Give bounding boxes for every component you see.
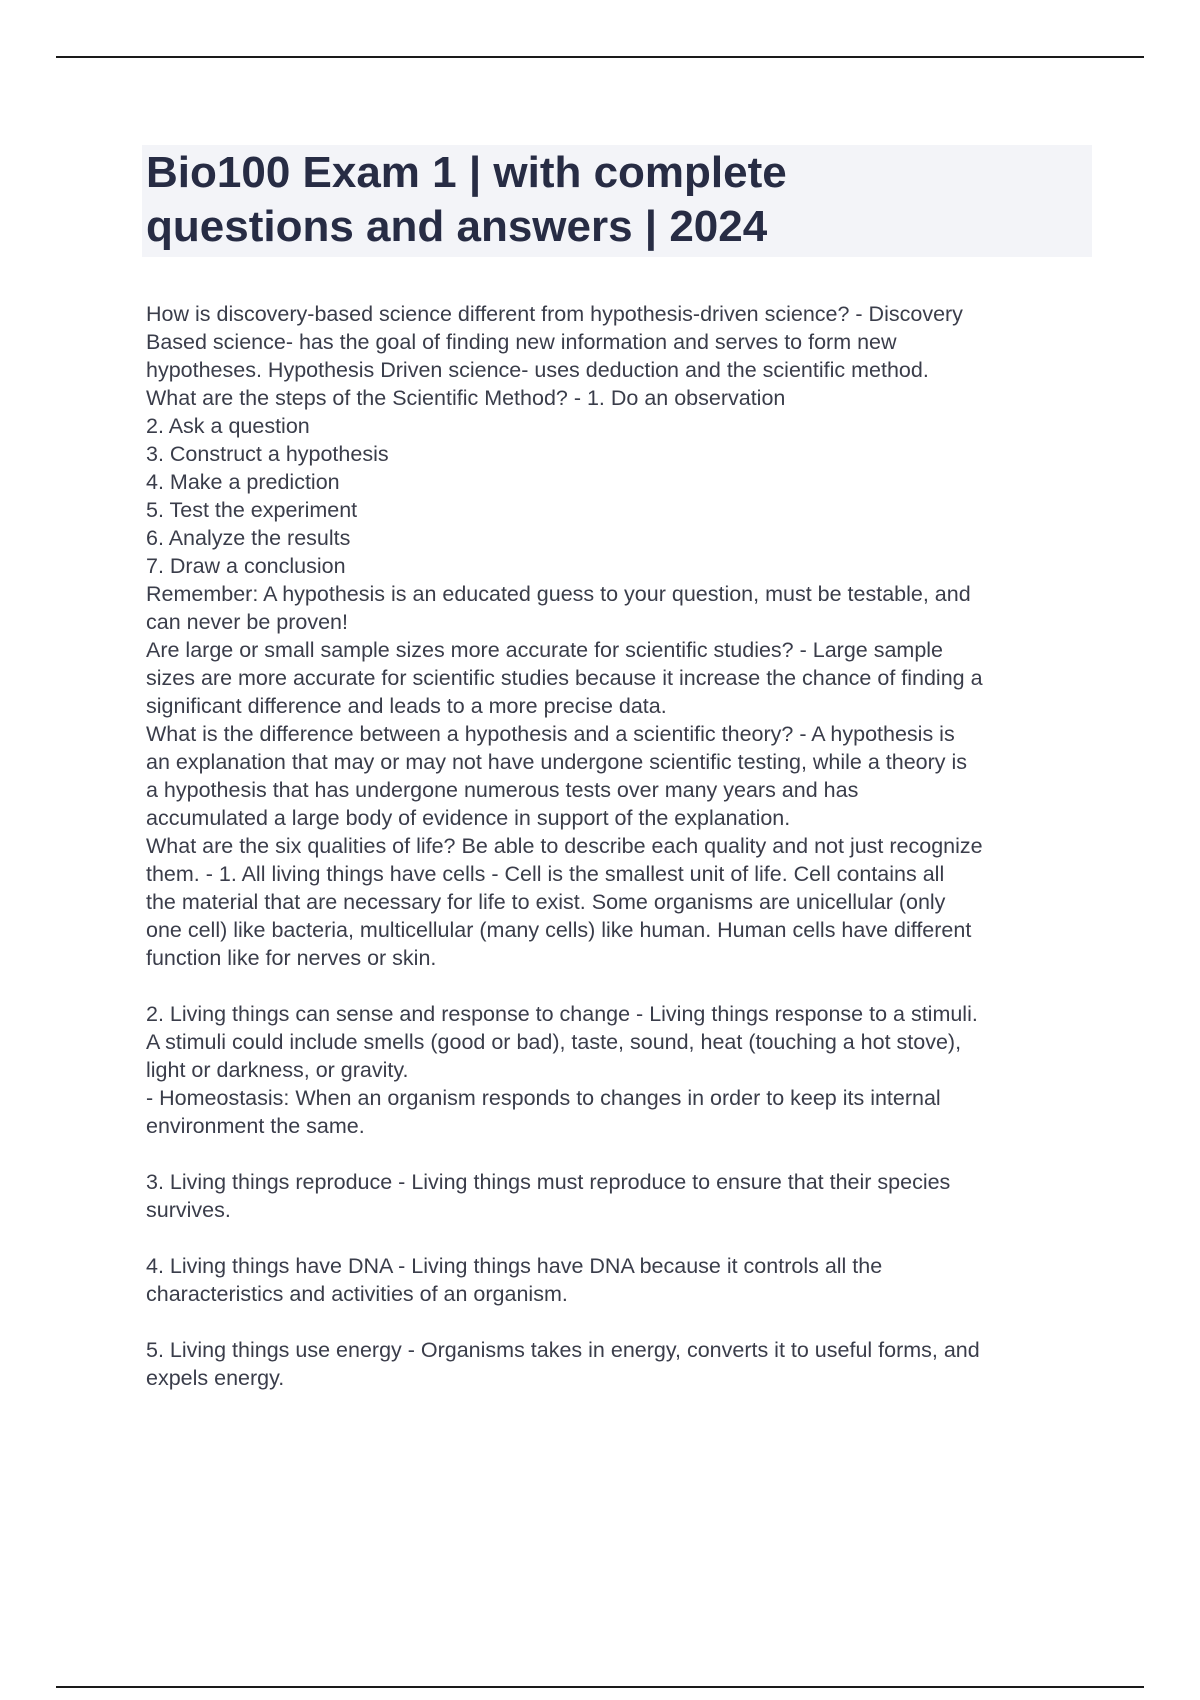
- body-line: significant difference and leads to a more precise data.: [146, 694, 667, 718]
- document-title: [146, 146, 1076, 254]
- body-line: a hypothesis that has undergone numerous tests over many years and has: [146, 778, 859, 802]
- body-line: 4. Make a prediction: [146, 470, 340, 494]
- body-line: them. - 1. All living things have cells - Cell is the smallest unit of life. Cell contains all: [146, 862, 945, 886]
- paragraph-gap: [146, 972, 1096, 1000]
- body-line: 5. Living things use energy - Organisms takes in energy, converts it to useful forms, and: [146, 1338, 980, 1362]
- body-line: How is discovery-based science different from hypothesis-driven science? - Discovery: [146, 302, 963, 326]
- body-line: accumulated a large body of evidence in support of the explanation.: [146, 806, 791, 830]
- body-line: 4. Living things have DNA - Living things have DNA because it controls all the: [146, 1254, 883, 1278]
- body-line: can never be proven!: [146, 610, 348, 634]
- body-line: 2. Living things can sense and response to change - Living things response to a stimuli.: [146, 1002, 978, 1026]
- body-line: Remember: A hypothesis is an educated guess to your question, must be testable, and: [146, 582, 971, 606]
- bottom-rule: [56, 1686, 1144, 1688]
- body-line: characteristics and activities of an organism.: [146, 1282, 568, 1306]
- body-line: survives.: [146, 1198, 231, 1222]
- body-line: - Homeostasis: When an organism responds to changes in order to keep its internal: [146, 1086, 941, 1110]
- body-line: one cell) like bacteria, multicellular (many cells) like human. Human cells have different: [146, 918, 972, 942]
- body-line: A stimuli could include smells (good or bad), taste, sound, heat (touching a hot stove),: [146, 1030, 962, 1054]
- body-line: 5. Test the experiment: [146, 498, 358, 522]
- paragraph-gap: [146, 1140, 1096, 1168]
- paragraph-gap: [146, 1308, 1096, 1336]
- body-line: 7. Draw a conclusion: [146, 554, 346, 578]
- body-line: 2. Ask a question: [146, 414, 310, 438]
- body-line: light or darkness, or gravity.: [146, 1058, 409, 1082]
- body-line: Are large or small sample sizes more accurate for scientific studies? - Large sample: [146, 638, 944, 662]
- title-line: questions and answers | 2024: [146, 202, 768, 251]
- body-line: hypotheses. Hypothesis Driven science- uses deduction and the scientific method.: [146, 358, 929, 382]
- body-line: What are the steps of the Scientific Method? - 1. Do an observation: [146, 386, 786, 410]
- body-line: sizes are more accurate for scientific studies because it increase the chance of finding a: [146, 666, 983, 690]
- body-line: Based science- has the goal of finding new information and serves to form new: [146, 330, 897, 354]
- body-line: What are the six qualities of life? Be able to describe each quality and not just recognize: [146, 834, 983, 858]
- body-line: an explanation that may or may not have undergone scientific testing, while a theory is: [146, 750, 968, 774]
- top-rule: [56, 56, 1144, 58]
- body-line: expels energy.: [146, 1366, 285, 1390]
- body-line: function like for nerves or skin.: [146, 946, 437, 970]
- title-line: Bio100 Exam 1 | with complete: [146, 148, 787, 197]
- body-line: 3. Construct a hypothesis: [146, 442, 389, 466]
- body-line: What is the difference between a hypothesis and a scientific theory? - A hypothesis is: [146, 722, 955, 746]
- body-line: environment the same.: [146, 1114, 365, 1138]
- paragraph-gap: [146, 1224, 1096, 1252]
- body-line: 6. Analyze the results: [146, 526, 351, 550]
- body-line: 3. Living things reproduce - Living things must reproduce to ensure that their species: [146, 1170, 951, 1194]
- body-line: the material that are necessary for life to exist. Some organisms are unicellular (only: [146, 890, 946, 914]
- document-body: [146, 300, 1096, 1392]
